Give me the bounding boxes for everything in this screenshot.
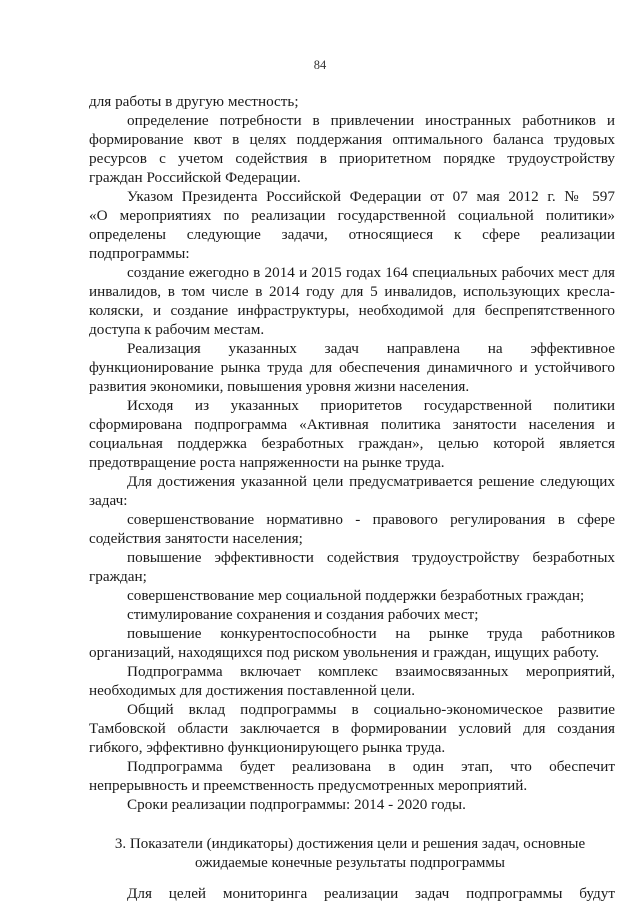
text-line: содействия занятости населения; <box>89 530 303 547</box>
text-line: необходимых для достижения поставленной цели. <box>89 682 416 699</box>
text-line: коляски, и создание инфраструктуры, необходимой для беспрепятственного <box>89 302 615 319</box>
text-line: «О мероприятиях по реализации государственной социальной политики» <box>89 207 615 224</box>
text-line: сформирована подпрограмма «Активная политика занятости населения и <box>89 416 615 433</box>
section-heading: ожидаемые конечные результаты подпрограммы <box>195 855 505 871</box>
text-line: инвалидов, в том числе в 2014 году для 5 инвалидов, использующих кресла- <box>89 283 615 300</box>
text-line: предотвращение роста напряженности на рынке труда. <box>89 454 445 471</box>
text-line: ресурсов с учетом содействия в приоритетном порядке трудоустройству <box>89 150 615 167</box>
text-line: совершенствование мер социальной поддержки безработных граждан; <box>127 587 585 604</box>
text-line: гибкого, эффективно функционирующего рынка труда. <box>89 739 446 756</box>
text-line: непрерывность и преемственность предусмотренных мероприятий. <box>89 777 528 794</box>
text-line: Исходя из указанных приоритетов государственной политики <box>127 397 615 414</box>
text-line: Подпрограмма будет реализована в один этап, что обеспечит <box>127 758 615 775</box>
text-line: повышение конкурентоспособности на рынке труда работников <box>127 625 615 642</box>
text-line: Подпрограмма включает комплекс взаимосвязанных мероприятий, <box>127 663 615 680</box>
text-line: определение потребности в привлечении иностранных работников и <box>127 112 615 129</box>
section-heading: 3. Показатели (индикаторы) достижения цели и решения задач, основные <box>114 836 586 852</box>
text-line: Указом Президента Российской Федерации от 07 мая 2012 г. № 597 <box>127 188 615 205</box>
text-line: Реализация указанных задач направлена на эффективное <box>127 340 615 357</box>
text-line: организаций, находящихся под риском увольнения и граждан, ищущих работу. <box>89 644 600 661</box>
text-line: определены следующие задачи, относящиеся к сфере реализации <box>89 226 615 243</box>
text-line: Тамбовской области заключается в формировании условий для создания <box>89 720 615 737</box>
text-line: Для достижения указанной цели предусматривается решение следующих <box>127 473 615 490</box>
page-number: 84 <box>313 58 327 72</box>
text-line: создание ежегодно в 2014 и 2015 годах 164 специальных рабочих мест для <box>127 264 615 281</box>
text-line: задач: <box>89 492 128 509</box>
text-line: Сроки реализации подпрограммы: 2014 - 2020 годы. <box>127 796 466 813</box>
text-line: стимулирование сохранения и создания рабочих мест; <box>127 606 479 623</box>
text-line: доступа к рабочим местам. <box>89 321 265 338</box>
text-line: функционирование рынка труда для обеспечения динамичного и устойчивого <box>89 359 615 376</box>
text-line: повышение эффективности содействия трудоустройству безработных <box>127 549 615 566</box>
text-line: граждан; <box>89 568 147 585</box>
text-line: совершенствование нормативно - правового регулирования в сфере <box>127 511 615 528</box>
text-line: подпрограммы: <box>89 245 190 262</box>
text-line: социальная поддержка безработных граждан», целью которой является <box>89 435 615 452</box>
text-line: Для целей мониторинга реализации задач подпрограммы будут <box>127 885 615 902</box>
text-line: Общий вклад подпрограммы в социально-экономическое развитие <box>127 701 615 718</box>
text-line: развития экономики, повышения уровня жизни населения. <box>89 378 470 395</box>
text-line: граждан Российской Федерации. <box>89 169 301 186</box>
text-line: для работы в другую местность; <box>89 93 299 110</box>
text-line: формирование квот в целях поддержания оптимального баланса трудовых <box>89 131 615 148</box>
